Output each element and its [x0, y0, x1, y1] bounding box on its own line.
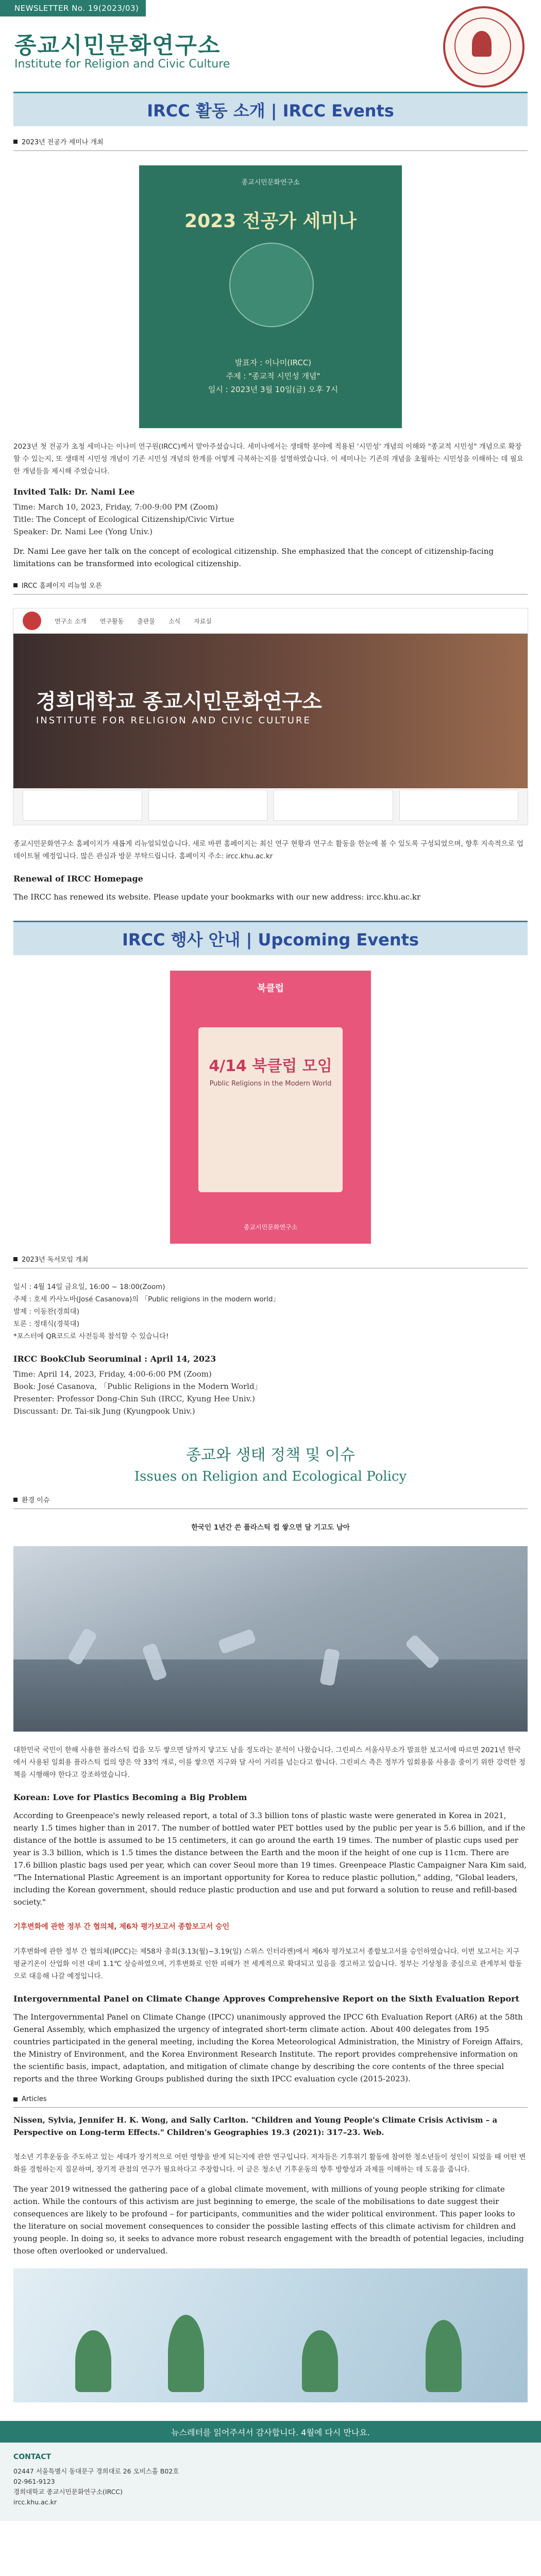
- thanks-footer: 뉴스레터를 읽어주셔서 감사합니다. 4월에 다시 만나요.: [0, 2421, 541, 2443]
- article-citation: Nissen, Sylvia, Jennifer H. K. Wong, and Sally Carlton. "Children and Young People's Climate Crisis Activism – a Perspective on Long-term Effects." Children's Geographies 19.3 (2021): 317–23. Web.: [13, 2115, 498, 2137]
- env-issues-subhead: 환경 이슈: [13, 1495, 528, 1509]
- square-bullet-icon: [13, 1257, 18, 1261]
- institute-title-ko: 종교시민문화연구소: [14, 32, 221, 59]
- seminar-subhead: 2023년 전공가 세미나 개최: [13, 137, 528, 151]
- homepage-screenshot: 연구소 소개 연구활동 출판물 소식 자료실 경희대학교 종교시민문화연구소 INSTITUTE FOR RELIGION AND CIVIC CULTURE: [13, 608, 528, 825]
- bookclub-poster: 북클럽 4/14 북클럽 모임 Public Religions in the Modern World 종교시민문화연구소: [170, 971, 371, 1244]
- homepage-link[interactable]: ircc.khu.ac.kr: [13, 2498, 57, 2506]
- article-summary-ko: 청소년 기후운동을 주도하고 있는 세대가 장기적으로 어떤 영향을 받게 되는지에 관한 연구입니다. 저자들은 기후위기 활동에 참여한 청소년들이 성인이 되었을 때 어떤 변화를 경험하는지 질문하며, 장기적 관점의 연구가 필요하다고 주장합니다. 이 글은 청소년 기후운동의 향후 방향성과 과제를 이해하는 데 도움을 줍니다.: [13, 2153, 526, 2174]
- newsletter-number-tag: NEWSLETTER No. 19(2023/03): [0, 0, 146, 16]
- renewal-heading: Renewal of IRCC Homepage: [13, 874, 143, 884]
- plastic-news-ko: 대한민국 국민이 한해 사용한 플라스틱 컵을 모두 쌓으면 달까지 닿고도 남을 정도라는 분석이 나왔습니다. 그린피스 서울사무소가 발표한 보고서에 따르면 2021년 한국에서 사용된 일회용 플라스틱 컵의 양은 약 33억 개로, 이를 쌓으면 지구와 달 사이 거리를 넘는다고 합니다. 그린피스 측은 정부가 일회용품 사용을 줄이기 위한 강력한 정책을 시행해야 한다고 강조하였습니다.: [13, 1746, 526, 1779]
- events-banner: IRCC 활동 소개 | IRCC Events: [13, 92, 528, 126]
- seminar-details: Time: March 10, 2023, Friday, 7:00-9:00 PM (Zoom) Title: The Concept of Ecological Citizenship/Civic Virtue Speaker: Dr. Nami Lee (Yong Univ.): [13, 502, 234, 536]
- contact-section: CONTACT 02447 서울특별시 동대문구 경희대로 26 오비스홀 B02호 02-961-9123 경희대학교 종교시민문화연구소(IRCC) ircc.khu.ac.kr: [0, 2443, 541, 2521]
- seminar-poster: 종교시민문화연구소 2023 전공가 세미나 발표자 : 이나미(IRCC) 주제 : "종교적 시민성 개념" 일시 : 2023년 3월 10일(금) 오후 7시: [139, 165, 402, 428]
- homepage-description-ko: 종교시민문화연구소 홈페이지가 새롭게 리뉴얼되었습니다. 새로 바뀐 홈페이지는 최신 연구 현황과 연구소 활동을 한눈에 볼 수 있도록 구성되었으며, 향후 지속적으로 업데이트될 예정입니다. 많은 관심과 방문 부탁드립니다. 홈페이지 주소: ircc.khu.ac.kr: [13, 840, 523, 860]
- ipcc-news-en: The Intergovernmental Panel on Climate Change (IPCC) unanimously approved the IPCC 6th Evaluation Report (AR6) at the 58th General Assembly, which emphasized the urgency of integrated short-term climate action. About 400 delegates from 195 countries participated in the general meeting, including the Korea Meteorological Administration, the Ministry of Foreign Affairs, the Ministry of Environment, and the Korea Environment Research Institute. The report provides comprehensive information on the scientific basis, impact, adaptation, and mitigation of climate change by describing the core contents of the three special reports and the three Working Groups published during the sixth IPCC evaluation cycle (2015-2023).: [13, 2012, 523, 2083]
- institute-emblem-logo: [443, 6, 525, 88]
- invited-talk-heading: Invited Talk: Dr. Nami Lee: [13, 487, 135, 497]
- nature-photo: [13, 2268, 528, 2402]
- square-bullet-icon: [13, 583, 18, 587]
- seminar-description-en: Dr. Nami Lee gave her talk on the concept of ecological citizenship. She emphasized that the concept of citizenship-facing limitations can be transformed into ecological citizenship.: [13, 547, 494, 568]
- issues-title-ko: 종교와 생태 정책 및 이슈: [186, 1446, 355, 1464]
- ipcc-news-ko: 기후변화에 관한 정부 간 협의체(IPCC)는 제58차 총회(3.13(월)~3.19(일) 스위스 인터라켄)에서 제6차 평가보고서 종합보고서를 승인하였습니다. 이번 보고서는 지구 평균기온이 산업화 이전 대비 1.1℃ 상승하였으며, 기후변화로 인한 피해가 전 세계적으로 확대되고 있음을 경고하고 있습니다. 정부는 기상청을 중심으로 관계부처 합동으로 대응해 나갈 예정입니다.: [13, 1947, 522, 1980]
- plastic-news-heading-en: Korean: Love for Plastics Becoming a Big Problem: [13, 1792, 247, 1802]
- seminar-description-ko: 2023년 첫 전공가 초청 세미나는 이나미 연구원(IRCC)께서 맡아주셨습니다. 세미나에서는 생태학 분야에 적용된 '시민성' 개념의 이해와 "종교적 시민성" 개념으로 확장할 수 있는지, 또 생태적 시민성 개념이 기존 시민성 개념의 한계를 어떻게 극복하는지를 설명하였습니다. 이 세미나는 기존의 개념을 초월하는 시민성을 이해하는 데 필요한 개념들을 제시해 주었습니다.: [13, 443, 523, 476]
- bookclub-heading-en: IRCC BookClub Seoruminal : April 14, 2023: [13, 1354, 216, 1364]
- contact-heading: CONTACT: [13, 2453, 52, 2461]
- plastic-news-en: According to Greenpeace's newly released report, a total of 3.3 billion tons of plastic waste were generated in Korea in 2021, nearly 1.5 times higher than in 2017. The number of bottled water PET bottles used by the public per year is 5.6 billion, and if the distance of the bottle is assumed to be 15 centimeters, it can go around the earth 19 times. The number of plastic cups used per year is 3.3 billion, which is 1.5 times the distance between the Earth and the moon if the height of one cup is 11cm. There are 17.6 billion plastic bags used per year, which can cover Seoul more than 19 times. Greenpeace Plastic Campaigner Nara Kim said, "The International Plastic Agreement is an important opportunity for Korea to reduce plastic pollution," adding, "Global leaders, including the Korean government, should reduce plastic production and use and put forward a solution to reuse and refill-based society.": [13, 1811, 527, 1907]
- ipcc-heading-en: Intergovernmental Panel on Climate Change Approves Comprehensive Report on the Sixth Evaluation Report: [13, 1994, 519, 2004]
- bookclub-details-ko: 일시 : 4월 14일 금요일, 16:00 ~ 18:00(Zoom) 주제 : 호세 카사노바(José Casanova)의 「Public religions in the modern world」 발제 : 이동찬(경희대) 토론 : 정태식(경북대) *포스터에 QR코드로 사전등록 참석할 수 있습니다!: [13, 1283, 280, 1341]
- newsletter-header: [0, 0, 541, 92]
- poster-globe-graphic: [229, 243, 314, 327]
- bookclub-details-en: Time: April 14, 2023, Friday, 4:00-6:00 PM (Zoom) Book: José Casanova, 「Public Religions in the Modern World」 Presenter: Professor Dong-Chin Suh (IRCC, Kyung Hee Univ.) Discussant: Dr. Tai-sik Jung (Kyungpook Univ.): [13, 1369, 262, 1416]
- renewal-description-en: The IRCC has renewed its website. Please update your bookmarks with our new address: ircc.khu.ac.kr: [13, 892, 421, 902]
- plastic-news-headline: 한국인 1년간 쓴 플라스틱 컵 쌓으면 달 기고도 남아: [191, 1523, 350, 1532]
- square-bullet-icon: [13, 140, 18, 144]
- square-bullet-icon: [13, 1498, 18, 1502]
- site-logo-icon: [23, 612, 41, 630]
- plastic-bottles-photo: [13, 1546, 528, 1732]
- institute-title-en: Institute for Religion and Civic Culture: [14, 58, 230, 71]
- upcoming-banner: IRCC 행사 안내 | Upcoming Events: [13, 921, 528, 955]
- articles-subhead: Articles: [13, 2095, 528, 2108]
- bookclub-subhead: 2023년 독서모임 개최: [13, 1254, 528, 1268]
- homepage-subhead: IRCC 홈페이지 리뉴얼 오픈: [13, 580, 528, 595]
- article-summary-en: The year 2019 witnessed the gathering pace of a global climate movement, with millions of young people striking for climate action. While the contours of this activism are just beginning to emerge, the scale of the mobilisations to date suggest their consequences are likely to be profound – for participants, communities and the wider political environment. This paper looks to the literature on social movement consequences to consider the possible lasting effects of this climate activism for children and young people. In doing so, it seeks to advance more robust research engagement with the breadth of potential legacies, including those often overlooked or undervalued.: [13, 2184, 524, 2256]
- issues-title-en: Issues on Religion and Ecological Policy: [134, 1469, 407, 1484]
- ipcc-heading-ko: 기후변화에 관한 정부 간 협의체, 제6차 평가보고서 종합보고서 승인: [13, 1923, 230, 1931]
- square-bullet-icon: [13, 2097, 18, 2102]
